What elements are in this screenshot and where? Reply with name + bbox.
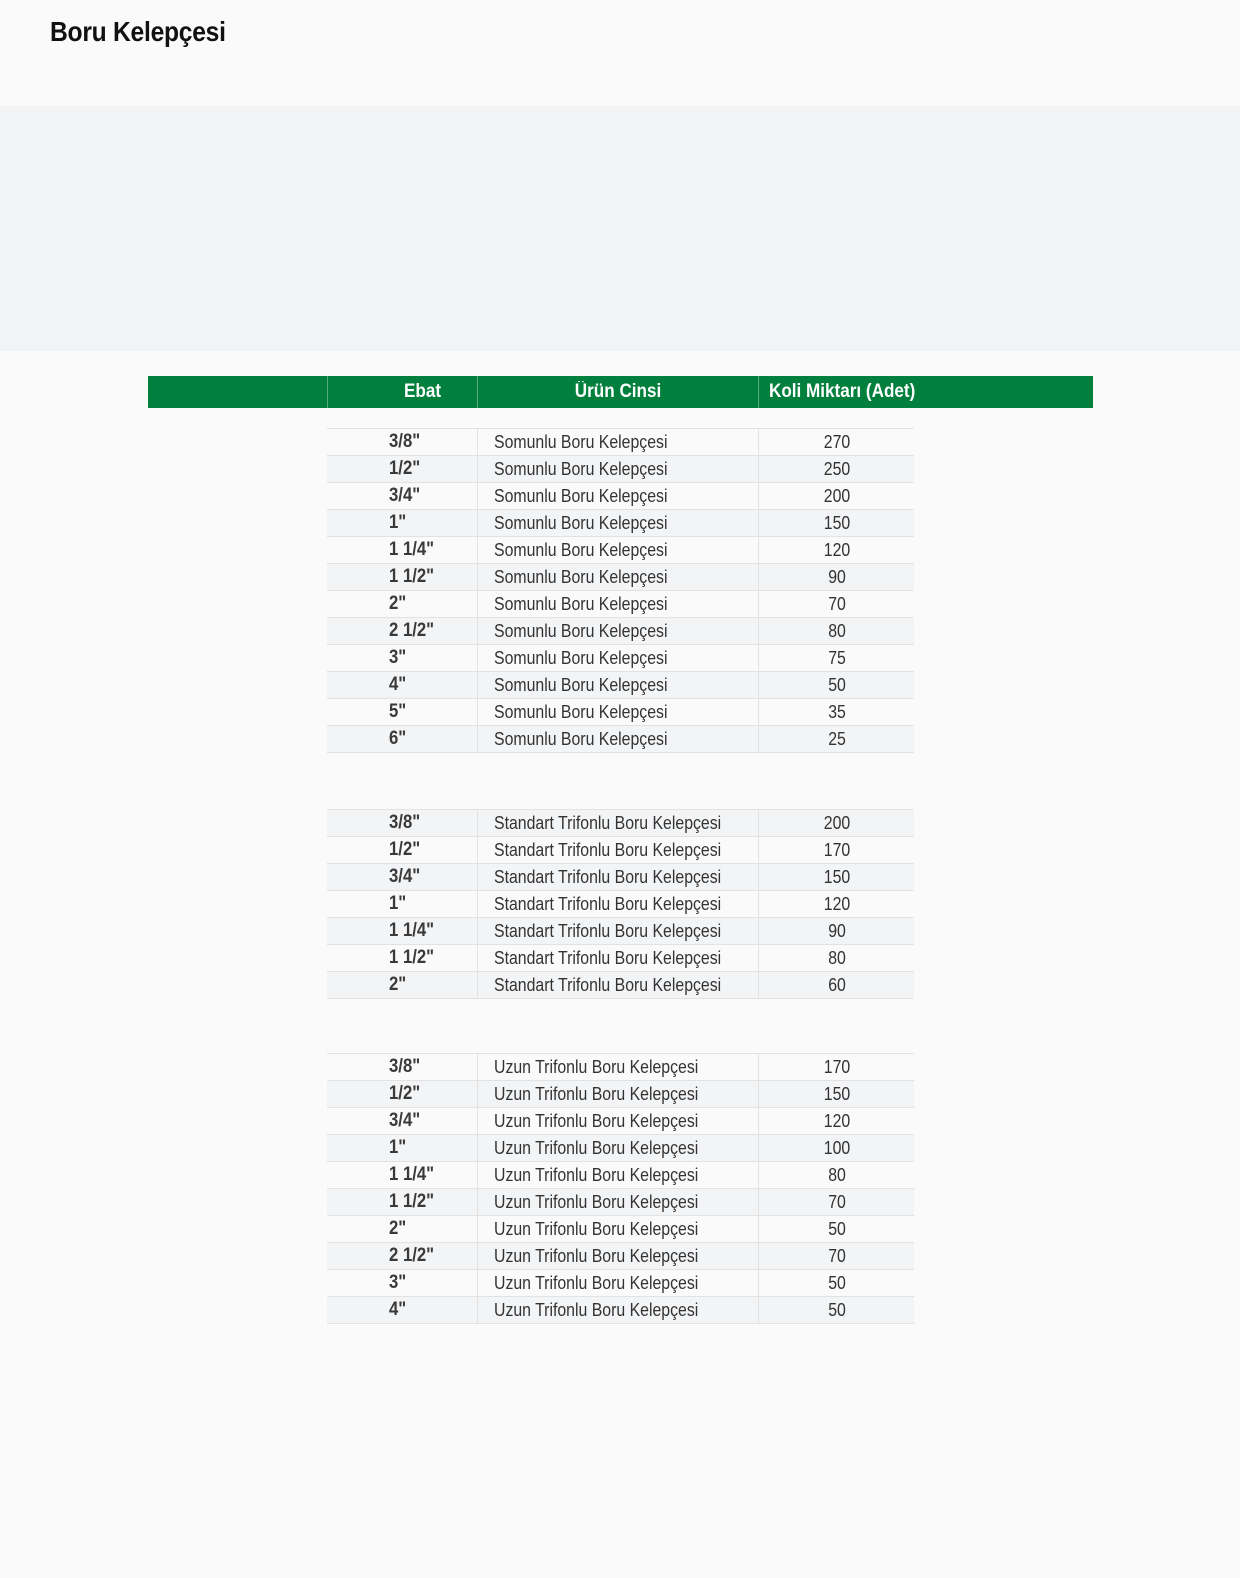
size-cell: 1 1/2" [389, 1191, 435, 1212]
product-type-cell: Somunlu Boru Kelepçesi [477, 699, 758, 725]
table-row [327, 455, 914, 482]
table-row [327, 1080, 914, 1107]
table-row [327, 590, 914, 617]
size-cell: 3/4" [389, 866, 421, 887]
box-quantity-cell: 200 [758, 810, 915, 836]
box-quantity-cell: 50 [758, 1216, 915, 1242]
box-quantity-cell: 50 [758, 1297, 915, 1323]
header-urun-cinsi: Ürün Cinsi [477, 376, 758, 408]
table-row [327, 617, 914, 644]
product-type-cell: Uzun Trifonlu Boru Kelepçesi [477, 1162, 758, 1188]
product-type-cell: Uzun Trifonlu Boru Kelepçesi [477, 1081, 758, 1107]
product-type-cell: Uzun Trifonlu Boru Kelepçesi [477, 1054, 758, 1080]
table-row [327, 428, 914, 455]
product-type-cell: Standart Trifonlu Boru Kelepçesi [477, 864, 758, 890]
table-row [327, 1107, 914, 1134]
size-cell: 1 1/4" [389, 539, 435, 560]
table-row [327, 836, 914, 863]
size-cell: 3/4" [389, 485, 421, 506]
box-quantity-cell: 70 [758, 1189, 915, 1215]
header-ebat: Ebat [327, 376, 477, 408]
product-type-cell: Somunlu Boru Kelepçesi [477, 537, 758, 563]
box-quantity-cell: 150 [758, 510, 915, 536]
table-row [327, 944, 914, 971]
table-row [327, 971, 914, 999]
box-quantity-cell: 250 [758, 456, 915, 482]
box-quantity-cell: 170 [758, 1054, 915, 1080]
box-quantity-cell: 50 [758, 672, 915, 698]
size-cell: 3" [389, 1272, 407, 1293]
table-row [327, 1161, 914, 1188]
box-quantity-cell: 60 [758, 972, 915, 998]
table-row [327, 809, 914, 836]
header-blank-cell [148, 376, 327, 408]
size-cell: 1 1/4" [389, 1164, 435, 1185]
product-type-cell: Standart Trifonlu Boru Kelepçesi [477, 891, 758, 917]
table-row [327, 1134, 914, 1161]
table-row [327, 1269, 914, 1296]
product-type-cell: Uzun Trifonlu Boru Kelepçesi [477, 1270, 758, 1296]
table-row [327, 482, 914, 509]
size-cell: 6" [389, 728, 407, 749]
product-type-cell: Somunlu Boru Kelepçesi [477, 483, 758, 509]
box-quantity-cell: 150 [758, 1081, 915, 1107]
product-type-cell: Somunlu Boru Kelepçesi [477, 618, 758, 644]
size-cell: 1" [389, 512, 407, 533]
table-row [327, 1296, 914, 1324]
table-header [148, 376, 1093, 408]
product-type-cell: Uzun Trifonlu Boru Kelepçesi [477, 1297, 758, 1323]
table-row [327, 1215, 914, 1242]
box-quantity-cell: 75 [758, 645, 915, 671]
box-quantity-cell: 70 [758, 591, 915, 617]
table-row [327, 536, 914, 563]
product-type-cell: Somunlu Boru Kelepçesi [477, 591, 758, 617]
product-type-cell: Uzun Trifonlu Boru Kelepçesi [477, 1189, 758, 1215]
size-cell: 1 1/4" [389, 920, 435, 941]
product-group-somunlu [327, 428, 914, 753]
size-cell: 4" [389, 674, 407, 695]
size-cell: 2" [389, 974, 407, 995]
product-type-cell: Somunlu Boru Kelepçesi [477, 456, 758, 482]
product-type-cell: Standart Trifonlu Boru Kelepçesi [477, 945, 758, 971]
product-type-cell: Uzun Trifonlu Boru Kelepçesi [477, 1216, 758, 1242]
size-cell: 3" [389, 647, 407, 668]
box-quantity-cell: 25 [758, 726, 915, 752]
table-row [327, 698, 914, 725]
header-koli-miktari: Koli Miktarı (Adet) [758, 376, 1093, 408]
size-cell: 1 1/2" [389, 947, 435, 968]
product-type-cell: Standart Trifonlu Boru Kelepçesi [477, 810, 758, 836]
banner-area [0, 106, 1240, 351]
size-cell: 3/8" [389, 1056, 421, 1077]
product-type-cell: Uzun Trifonlu Boru Kelepçesi [477, 1108, 758, 1134]
product-type-cell: Somunlu Boru Kelepçesi [477, 429, 758, 455]
box-quantity-cell: 120 [758, 537, 915, 563]
size-cell: 3/8" [389, 812, 421, 833]
box-quantity-cell: 200 [758, 483, 915, 509]
box-quantity-cell: 90 [758, 564, 915, 590]
box-quantity-cell: 100 [758, 1135, 915, 1161]
table-row [327, 1188, 914, 1215]
size-cell: 1 1/2" [389, 566, 435, 587]
box-quantity-cell: 120 [758, 891, 915, 917]
size-cell: 1/2" [389, 839, 421, 860]
product-type-cell: Somunlu Boru Kelepçesi [477, 672, 758, 698]
page-title: Boru Kelepçesi [50, 16, 226, 47]
size-cell: 2 1/2" [389, 1245, 435, 1266]
box-quantity-cell: 120 [758, 1108, 915, 1134]
box-quantity-cell: 90 [758, 918, 915, 944]
table-row [327, 671, 914, 698]
box-quantity-cell: 170 [758, 837, 915, 863]
box-quantity-cell: 270 [758, 429, 915, 455]
table-row [327, 644, 914, 671]
box-quantity-cell: 50 [758, 1270, 915, 1296]
product-group-uzun-trifonlu [327, 1053, 914, 1324]
product-type-cell: Somunlu Boru Kelepçesi [477, 510, 758, 536]
size-cell: 4" [389, 1299, 407, 1320]
size-cell: 3/4" [389, 1110, 421, 1131]
box-quantity-cell: 35 [758, 699, 915, 725]
size-cell: 1" [389, 893, 407, 914]
table-row [327, 1242, 914, 1269]
box-quantity-cell: 80 [758, 945, 915, 971]
size-cell: 1/2" [389, 1083, 421, 1104]
product-type-cell: Uzun Trifonlu Boru Kelepçesi [477, 1243, 758, 1269]
table-row [327, 1053, 914, 1080]
box-quantity-cell: 150 [758, 864, 915, 890]
product-type-cell: Standart Trifonlu Boru Kelepçesi [477, 837, 758, 863]
table-row [327, 917, 914, 944]
table-row [327, 563, 914, 590]
box-quantity-cell: 70 [758, 1243, 915, 1269]
product-type-cell: Standart Trifonlu Boru Kelepçesi [477, 972, 758, 998]
size-cell: 2 1/2" [389, 620, 435, 641]
product-type-cell: Standart Trifonlu Boru Kelepçesi [477, 918, 758, 944]
size-cell: 5" [389, 701, 407, 722]
product-type-cell: Somunlu Boru Kelepçesi [477, 726, 758, 752]
product-group-standart-trifonlu [327, 809, 914, 999]
table-row [327, 863, 914, 890]
size-cell: 3/8" [389, 431, 421, 452]
box-quantity-cell: 80 [758, 1162, 915, 1188]
table-row [327, 509, 914, 536]
product-type-cell: Somunlu Boru Kelepçesi [477, 645, 758, 671]
size-cell: 2" [389, 593, 407, 614]
product-type-cell: Somunlu Boru Kelepçesi [477, 564, 758, 590]
size-cell: 1" [389, 1137, 407, 1158]
table-row [327, 890, 914, 917]
size-cell: 2" [389, 1218, 407, 1239]
product-type-cell: Uzun Trifonlu Boru Kelepçesi [477, 1135, 758, 1161]
size-cell: 1/2" [389, 458, 421, 479]
table-row [327, 725, 914, 753]
box-quantity-cell: 80 [758, 618, 915, 644]
